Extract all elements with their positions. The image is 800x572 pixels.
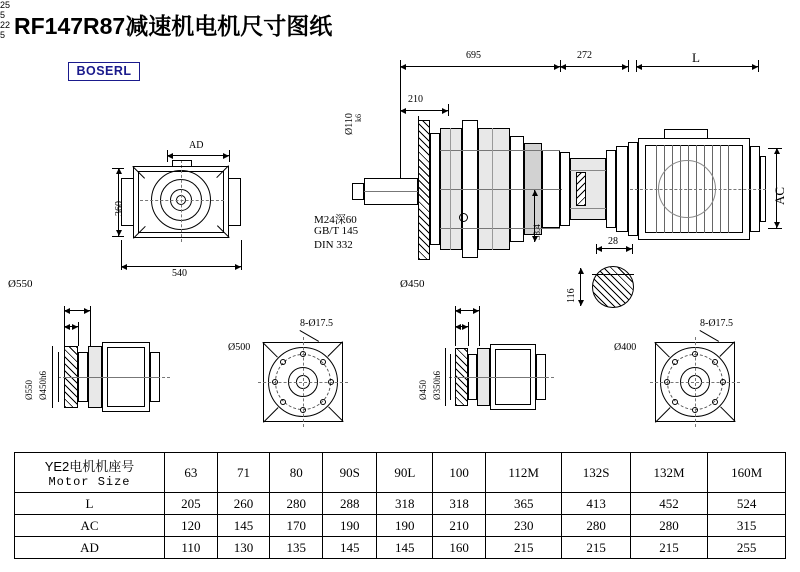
- dim-5b-line: [455, 326, 468, 327]
- dim-540-line: [121, 266, 241, 267]
- dim-L-label: L: [692, 50, 700, 65]
- table-col-header: 63: [165, 453, 218, 493]
- table-cell: 190: [323, 515, 377, 537]
- table-cell: 145: [377, 537, 433, 559]
- callout-std-gb: GB/T 145: [314, 225, 359, 237]
- table-col-header: 132M: [630, 453, 708, 493]
- dim-22-line: [455, 310, 479, 311]
- table-cell: 315: [708, 515, 786, 537]
- label-d450h6: Ø450h6: [38, 371, 48, 400]
- table-cell: 452: [630, 493, 708, 515]
- dim-L-line: [636, 66, 758, 67]
- dim-25-line: [64, 310, 90, 311]
- table-row-header: AD: [15, 537, 165, 559]
- table-cell: 288: [323, 493, 377, 515]
- table-cell: 170: [270, 515, 323, 537]
- dim-540-label: 540: [172, 268, 187, 279]
- dim-ad-line: [167, 155, 229, 156]
- table-cell: 120: [165, 515, 218, 537]
- label-holes-1: 8-Ø17.5: [300, 318, 334, 329]
- dim-272-line: [560, 66, 628, 67]
- dim-272-label: 272: [577, 50, 592, 61]
- dim-AC-label: AC: [772, 186, 787, 205]
- table-cell: 318: [377, 493, 433, 515]
- table-cell: 365: [485, 493, 562, 515]
- table-cell: 215: [485, 537, 562, 559]
- label-d450-od: Ø450: [418, 380, 428, 400]
- table-cell: 524: [708, 493, 786, 515]
- dim-28-label: 28: [608, 236, 618, 247]
- dim-360-label: 360: [114, 201, 125, 216]
- table-col-header: 112M: [485, 453, 562, 493]
- label-d350h6: Ø350h6: [432, 371, 442, 400]
- dim-210-label: 210: [408, 94, 423, 105]
- table-col-header: 71: [217, 453, 270, 493]
- label-d500: Ø500: [228, 342, 251, 353]
- table-col-header: 100: [433, 453, 486, 493]
- page-title: RF147R87减速机电机尺寸图纸: [14, 13, 333, 39]
- table-col-header: 160M: [708, 453, 786, 493]
- label-d400: Ø400: [614, 342, 637, 353]
- dim-695-line: [400, 66, 560, 67]
- dim-116-line: [580, 268, 581, 306]
- dim-d110-label: Ø110: [344, 113, 355, 135]
- table-row: [15, 493, 786, 515]
- label-d550-bore: Ø550: [24, 380, 34, 400]
- table-cell: 280: [270, 493, 323, 515]
- dim-695-label: 695: [466, 50, 481, 61]
- dim-210-line: [400, 110, 448, 111]
- table-cell: 215: [630, 537, 708, 559]
- table-cell: 413: [562, 493, 630, 515]
- table-col-header: 80: [270, 453, 323, 493]
- table-col-header: 90S: [323, 453, 377, 493]
- table-cell: 215: [562, 537, 630, 559]
- dim-28-line: [596, 248, 632, 249]
- table-cell: 135: [270, 537, 323, 559]
- table-cell: 190: [377, 515, 433, 537]
- dim-334-label: 33.4: [532, 224, 542, 240]
- dim-22-label: 22: [0, 20, 11, 30]
- table-cell: 205: [165, 493, 218, 515]
- table-header-label: YE2电机机座号 Motor Size: [15, 453, 165, 493]
- table-row: [15, 537, 786, 559]
- callout-std-din: DIN 332: [314, 239, 353, 251]
- dim-ad-label: AD: [189, 140, 204, 151]
- table-col-header: 132S: [562, 453, 630, 493]
- table-cell: 318: [433, 493, 486, 515]
- table-cell: 280: [630, 515, 708, 537]
- label-holes-2: 8-Ø17.5: [700, 318, 734, 329]
- dim-25-label: 25: [0, 0, 11, 10]
- table-row-header: L: [15, 493, 165, 515]
- table-cell: 210: [433, 515, 486, 537]
- table-row: [15, 515, 786, 537]
- dim-116-label: 116: [566, 288, 577, 303]
- dim-5-line: [64, 326, 78, 327]
- label-d550: Ø550: [8, 278, 33, 290]
- table-cell: 255: [708, 537, 786, 559]
- motor-size-table: [14, 452, 786, 559]
- table-col-header: 90L: [377, 453, 433, 493]
- table-header-row: [15, 453, 786, 493]
- table-cell: 145: [217, 515, 270, 537]
- table-cell: 110: [165, 537, 218, 559]
- dim-d110-tolerance: k6: [354, 114, 363, 122]
- dim-5b-label: 5: [0, 30, 6, 40]
- table-cell: 230: [485, 515, 562, 537]
- brand-logo: BOSERL: [68, 62, 140, 81]
- table-cell: 130: [217, 537, 270, 559]
- table-cell: 160: [433, 537, 486, 559]
- table-cell: 145: [323, 537, 377, 559]
- table-cell: 260: [217, 493, 270, 515]
- dim-5-label: 5: [0, 10, 6, 20]
- table-row-header: AC: [15, 515, 165, 537]
- callout-thread: M24深60: [314, 214, 357, 226]
- table-cell: 280: [562, 515, 630, 537]
- label-d450: Ø450: [400, 278, 425, 290]
